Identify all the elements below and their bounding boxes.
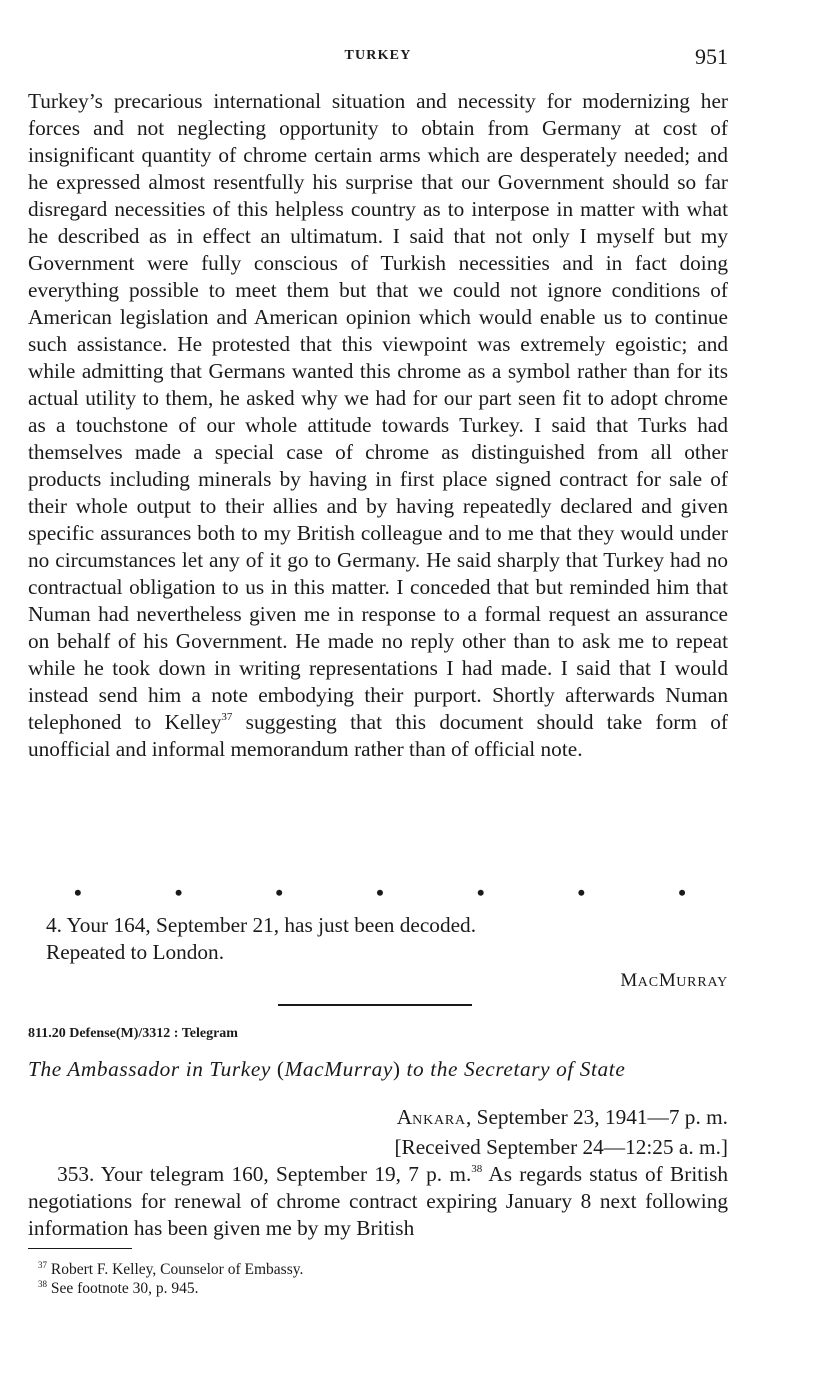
item-4-repeated: Repeated to London. (46, 940, 225, 964)
footnotes (38, 1260, 303, 1298)
heading-paren-open: ( (276, 1057, 285, 1081)
document-heading (28, 1054, 728, 1084)
footnote-38 (38, 1279, 303, 1298)
omission-dot: • (275, 880, 284, 905)
omission-dot: • (376, 880, 384, 905)
paragraph-rest: As regards status of British negotiations for renewal of chrome contract expiring January 8 next following information has been given me by my British (28, 1162, 729, 1240)
item-4-line: 4. Your 164, September 21, has just been decoded. (46, 913, 477, 937)
heading-paren-close: ) (392, 1057, 401, 1081)
sent-line (394, 1104, 728, 1134)
omission-dot: • (678, 880, 686, 905)
numbered-item-4 (46, 912, 476, 966)
omission-dot: • (74, 880, 82, 905)
footnote-text: Robert F. Kelley, Counselor of Embassy. (47, 1261, 304, 1278)
signature-initial: M (620, 970, 638, 991)
signature (620, 970, 728, 992)
body-paragraph (28, 88, 728, 763)
dateline (394, 1104, 728, 1161)
footnote-number: 38 (38, 1279, 47, 1289)
paragraph-text: Turkey’s precarious international situation and necessity for modernizing her forces and not neglecting opportunity to obtain from Germany at cost of insignificant quantity of chrome certain arms which are desperately needed; and he expressed almost resentfully his surprise that our Government should so far disregard necessities of this helpless country as to interpose in matter with what he described as in effect an ultimatum. I said that not only I myself but my Government were fully conscious of Turkish necessities and in fact doing everything possible to meet them but that we could not ignore conditions of American legislation and American opinion which would enable us to continue such assistance. He protested that this viewpoint was extremely egoistic; and while admitting that Germans wanted this chrome as a symbol rather than for its actual utility to them, he asked why we had for our part seen fit to adopt chrome as a touchstone of our whole attitude towards Turkey. I said that Turks had themselves made a special case of chrome as distinguished from all other products including minerals by having in first place signed contract for sale of their whole output to their allies and by having repeatedly declared and given specific assurances both to my British colleague and to me that they would under no circumstances let any of it go to Germany. He said sharply that Turkey had no contractual obligation to us in this matter. I conceded that but reminded him that Numan had nevertheless given me in response to a formal request an assurance on behalf of his Government. He made no reply other than to ask me to repeat while he took down in writing representations I had made. I said that I would instead send him a note embodying their purport. Shortly afterwards Numan telephoned to Kelley (28, 89, 728, 734)
heading-name: MacMurray (284, 1057, 393, 1081)
footnote-ref-38: 38 (471, 1163, 483, 1175)
heading-part-a: The Ambassador in Turkey (28, 1057, 277, 1081)
date-sent: , September 23, 1941—7 p. m. (465, 1105, 728, 1129)
signature-small-caps-rest: URRAY (676, 975, 728, 990)
body-paragraph (28, 1161, 728, 1242)
signature-small-caps: AC (637, 975, 659, 990)
paragraph-start: 353. Your telegram 160, September 19, 7 p. m. (57, 1162, 472, 1186)
footnote-37 (38, 1260, 303, 1279)
footnote-number: 37 (38, 1260, 47, 1270)
omission-dot: • (577, 880, 586, 905)
omission-dots (74, 880, 686, 906)
page-number: 951 (695, 44, 728, 69)
telegram-353-text (28, 1161, 728, 1242)
place-small-caps: NKARA (412, 1113, 466, 1128)
omission-dot: • (476, 880, 485, 905)
footnote-ref-37: 37 (221, 711, 233, 723)
heading-part-b: to the Secretary of State (400, 1057, 626, 1081)
received-line: [Received September 24—12:25 a. m.] (394, 1135, 728, 1159)
footnote-text: See footnote 30, p. 945. (47, 1280, 199, 1297)
section-divider (278, 1004, 472, 1006)
omission-dot: • (174, 880, 183, 905)
file-reference: 811.20 Defense(M)/3312 : Telegram (28, 1026, 238, 1041)
footnote-divider (28, 1248, 132, 1249)
running-head (28, 44, 728, 74)
continued-telegram-text (28, 88, 728, 763)
place-initial: A (396, 1105, 413, 1129)
signature-mid-initial: M (658, 970, 677, 991)
running-title: TURKEY (344, 48, 412, 63)
paragraph-text-end: suggesting that this document should take form of unofficial and informal memorandum rather than of official note. (28, 710, 728, 761)
